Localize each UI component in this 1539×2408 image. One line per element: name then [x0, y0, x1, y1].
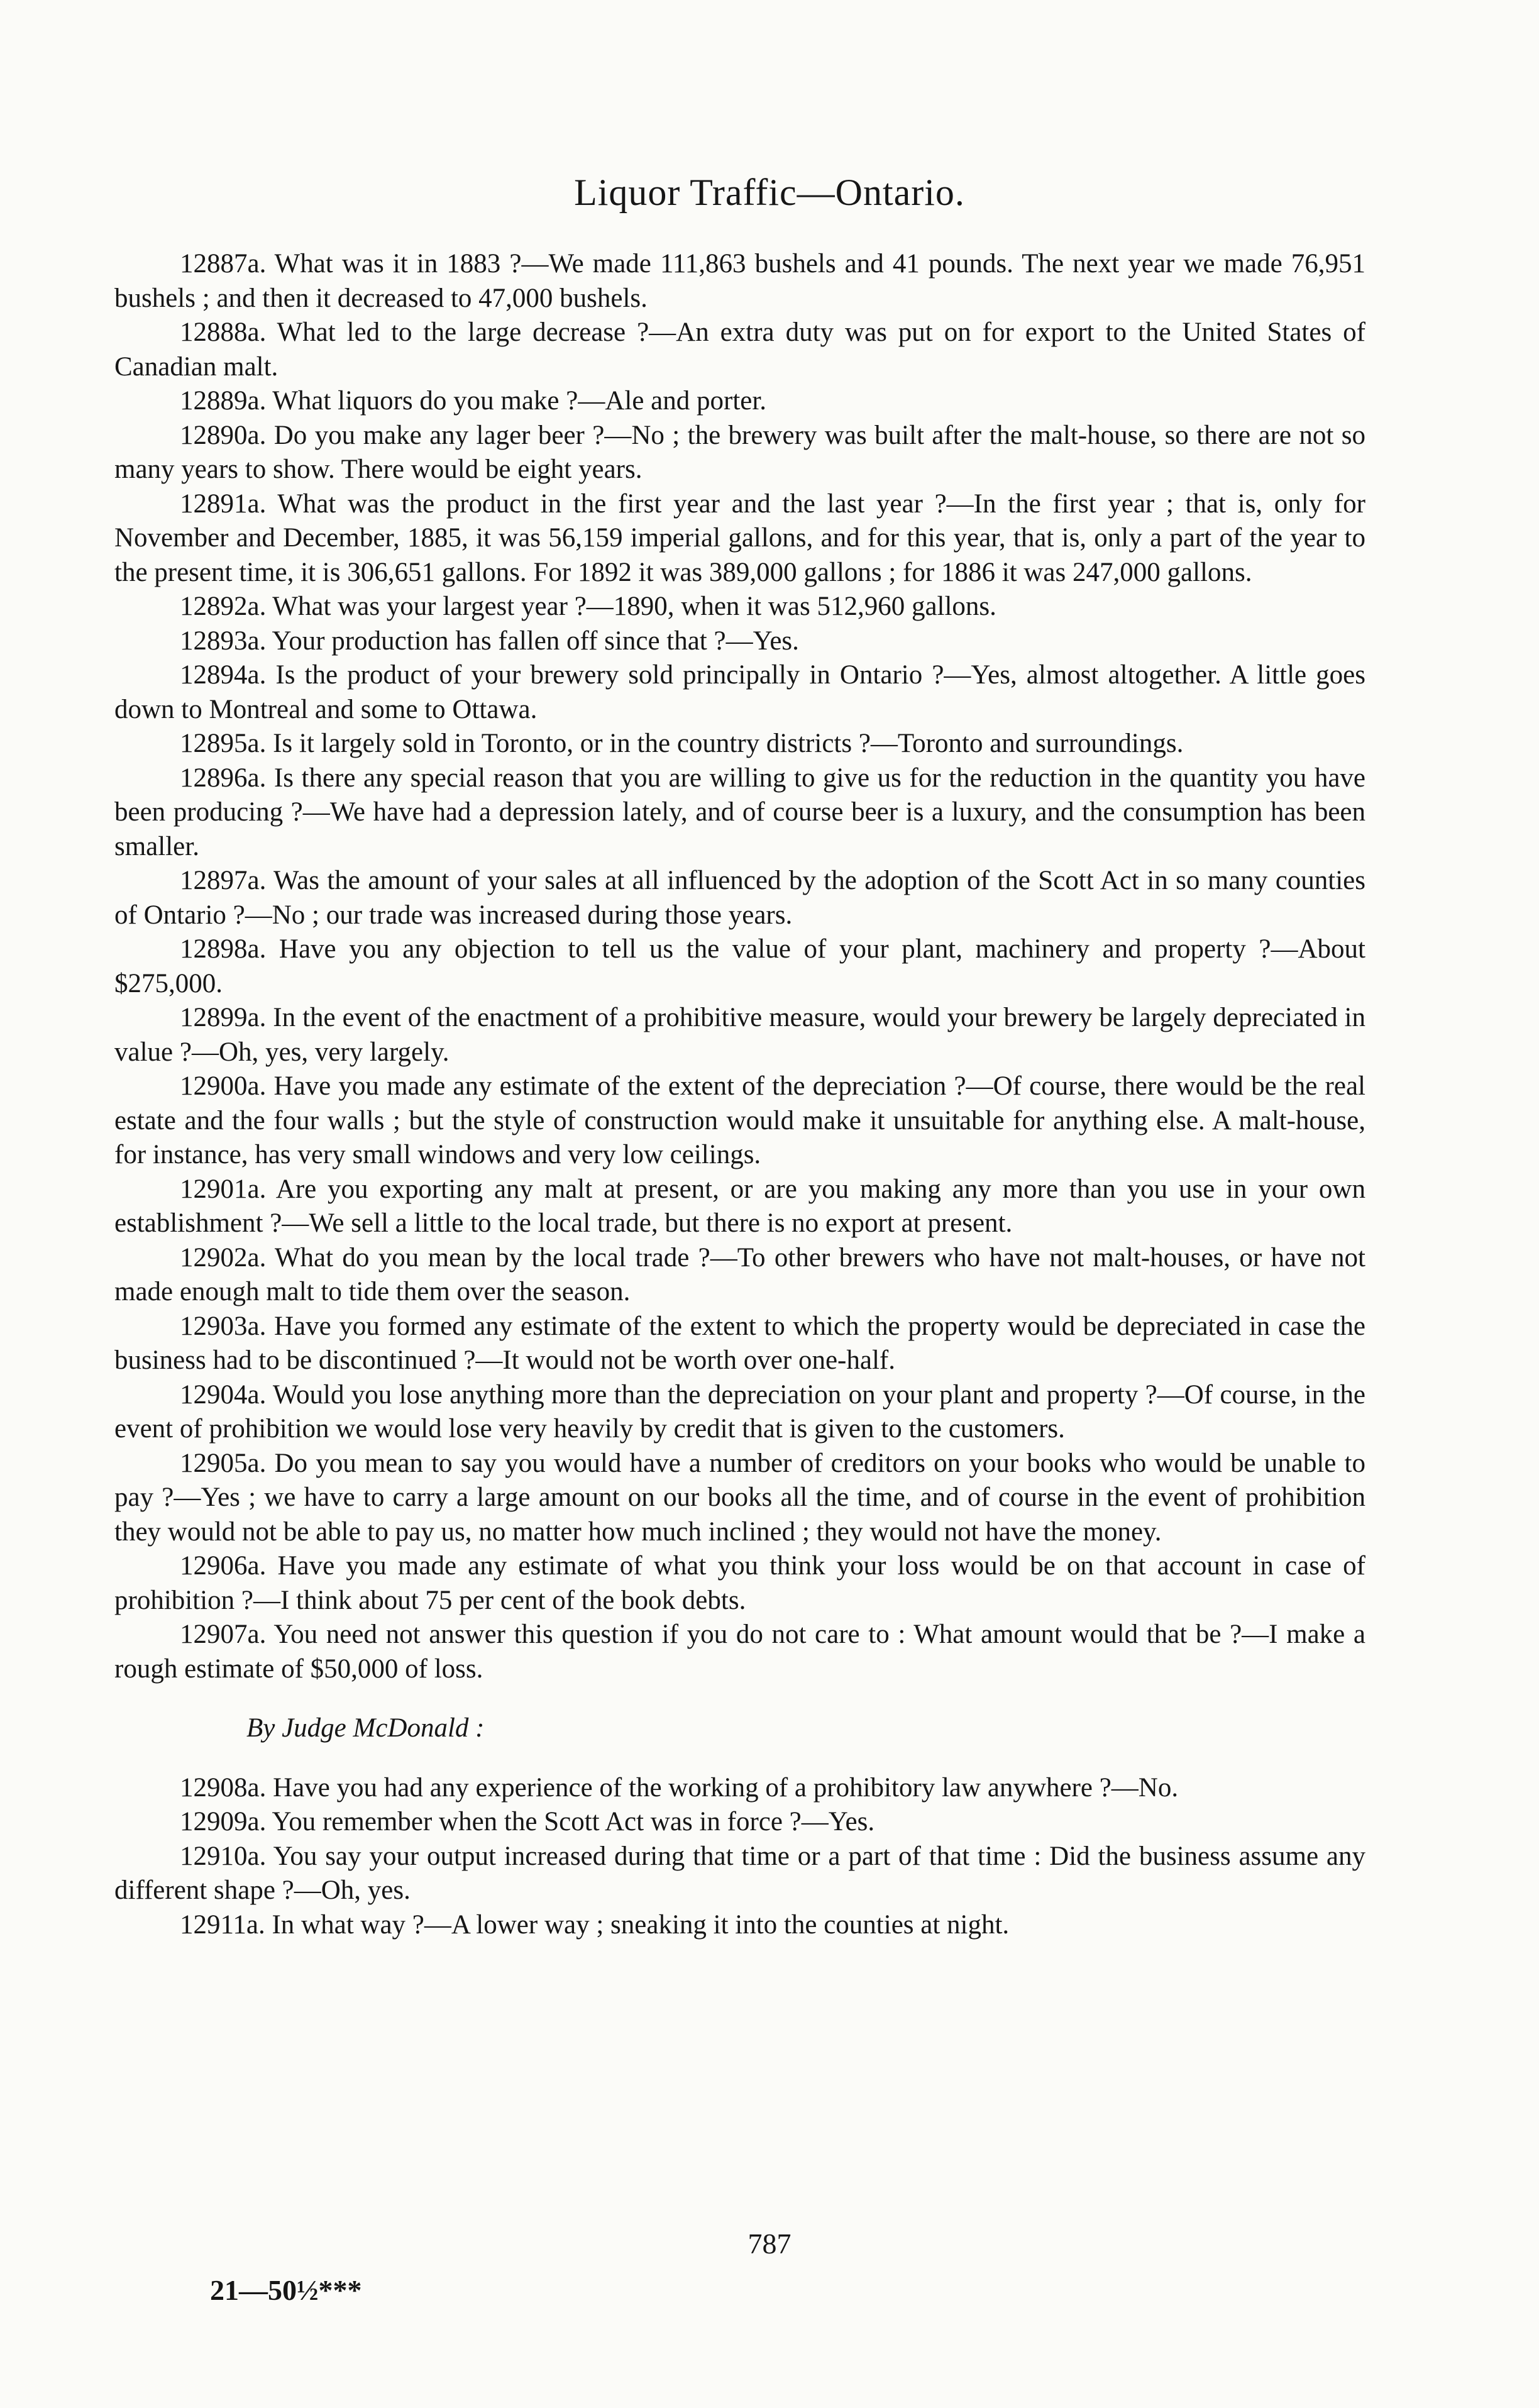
testimony-paragraph: 12904a. Would you lose anything more than the depreciation on your plant and property ?—Of course, in the event of prohibition we would lose very heavily by credit that is given to the customers. — [114, 1379, 1365, 1444]
testimony-paragraph: 12892a. What was your largest year ?—1890, when it was 512,960 gallons. — [180, 592, 996, 621]
testimony-paragraph: 12894a. Is the product of your brewery sold principally in Ontario ?—Yes, almost altogether. A little goes down to Montreal and some to Ottawa. — [114, 660, 1365, 724]
testimony-block-before — [114, 247, 1365, 1686]
testimony-paragraph: 12897a. Was the amount of your sales at all influenced by the adoption of the Scott Act in so many counties of Ontario ?—No ; our trade was increased during those years. — [114, 866, 1365, 930]
testimony-paragraph: 12888a. What led to the large decrease ?—An extra duty was put on for export to the United States of Canadian malt. — [114, 318, 1365, 382]
testimony-block-after — [114, 1771, 1365, 1943]
testimony-paragraph: 12908a. Have you had any experience of the working of a prohibitory law anywhere ?—No. — [180, 1772, 1179, 1803]
testimony-paragraph: 12907a. You need not answer this question if you do not care to : What amount would that be ?—I make a rough estimate of $50,000 of loss. — [114, 1620, 1365, 1684]
testimony-paragraph: 12901a. Are you exporting any malt at present, or are you making any more than you use in your own establishment ?—We sell a little to the local trade, but there is no export at present. — [114, 1174, 1365, 1238]
testimony-paragraph: 12906a. Have you made any estimate of what you think your loss would be on that account in case of prohibition ?—I think about 75 per cent of the book debts. — [114, 1551, 1365, 1615]
testimony-paragraph: 12893a. Your production has fallen off since that ?—Yes. — [180, 626, 799, 656]
testimony-paragraph: 12895a. Is it largely sold in Toronto, or in the country districts ?—Toronto and surroundings. — [180, 729, 1184, 758]
section-heading: By Judge McDonald : — [246, 1713, 485, 1743]
page-number: 787 — [747, 2228, 792, 2260]
testimony-paragraph: 12891a. What was the product in the first year and the last year ?—In the first year ; that is, only for November and December, 1885, it was 56,159 imperial gallons, and for this year, that is, only a part of the year to the present time, it is 306,651 gallons. For 1892 it was 389,000 gallons ; for 1886 it was 247,000 gallons. — [114, 489, 1365, 587]
testimony-paragraph: 12899a. In the event of the enactment of a prohibitive measure, would your brewery be largely depreciated in value ?—Oh, yes, very largely. — [114, 1003, 1365, 1067]
testimony-paragraph: 12900a. Have you made any estimate of the extent of the depreciation ?—Of course, there would be the real estate and the four walls ; but the style of construction would make it unsuitable for anything else. A malt-house, for instance, has very small windows and very low ceilings. — [114, 1071, 1365, 1169]
signature-mark: 21—50½*** — [210, 2274, 362, 2306]
testimony-paragraph: 12902a. What do you mean by the local trade ?—To other brewers who have not malt-houses, or have not made enough malt to tide them over the season. — [114, 1242, 1365, 1306]
testimony-paragraph: 12903a. Have you formed any estimate of the extent to which the property would be depreciated in case the business had to be discontinued ?—It would not be worth over one-half. — [114, 1311, 1365, 1375]
testimony-paragraph: 12890a. Do you make any lager beer ?—No ; the brewery was built after the malt-house, so there are not so many years to show. There would be eight years. — [114, 420, 1365, 484]
testimony-paragraph: 12909a. You remember when the Scott Act was in force ?—Yes. — [180, 1807, 875, 1836]
testimony-paragraph: 12896a. Is there any special reason that you are willing to give us for the reduction in the quantity you have been producing ?—We have had a depression lately, and of course beer is a luxury, and the consumption has been smaller. — [114, 763, 1365, 861]
testimony-paragraph: 12898a. Have you any objection to tell us the value of your plant, machinery and property ?—About $275,000. — [114, 934, 1365, 998]
testimony-paragraph: 12905a. Do you mean to say you would have a number of creditors on your books who would be unable to pay ?—Yes ; we have to carry a large amount on our books all the time, and of course in the event of prohibition they would not be able to pay us, no matter how much inclined ; they would not have the money. — [114, 1448, 1365, 1547]
testimony-paragraph: 12887a. What was it in 1883 ?—We made 111,863 bushels and 41 pounds. The next year we made 76,951 bushels ; and then it decreased to 47,000 bushels. — [114, 249, 1365, 313]
testimony-paragraph: 12889a. What liquors do you make ?—Ale and porter. — [180, 386, 767, 416]
testimony-paragraph: 12910a. You say your output increased during that time or a part of that time : Did the business assume any different shape ?—Oh, yes. — [114, 1841, 1365, 1905]
testimony-body — [114, 247, 1365, 1942]
page-title: Liquor Traffic—Ontario. — [574, 172, 965, 213]
testimony-paragraph: 12911a. In what way ?—A lower way ; sneaking it into the counties at night. — [180, 1909, 1010, 1940]
